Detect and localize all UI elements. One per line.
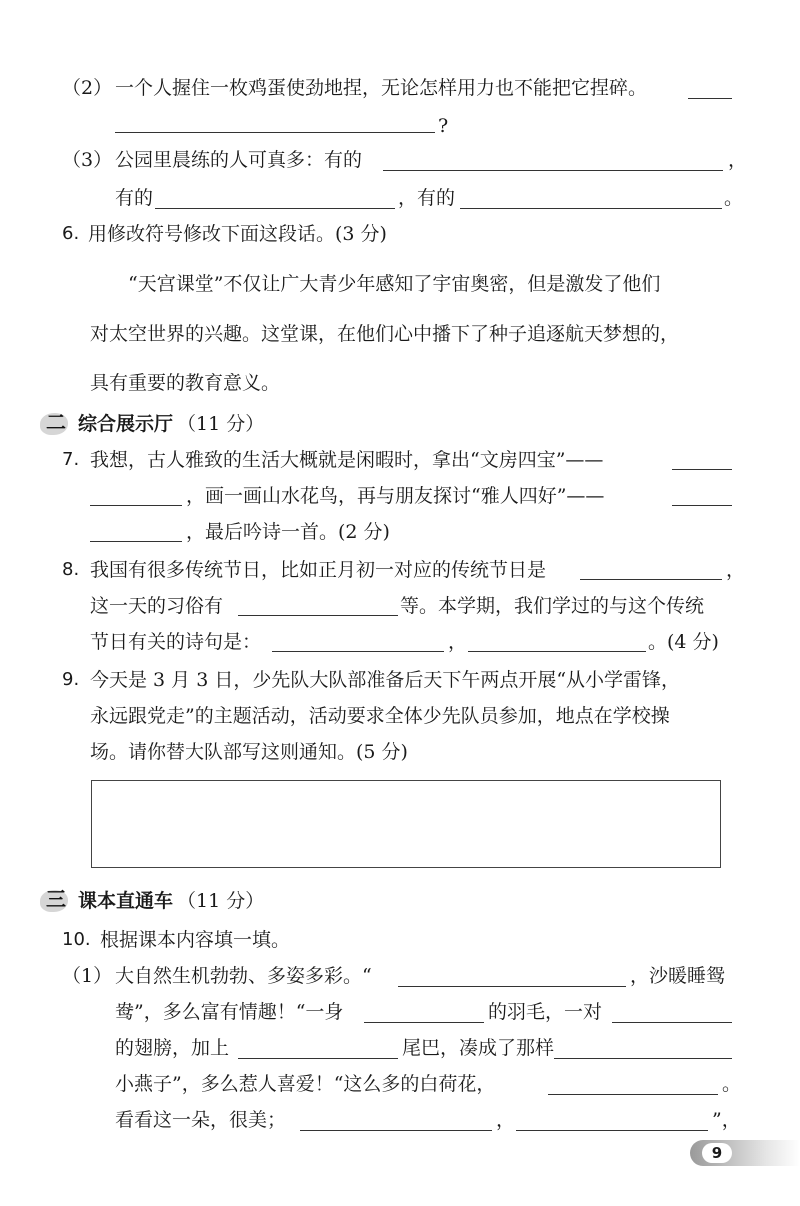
q5-item3-blank-3[interactable] bbox=[460, 208, 722, 209]
q5-item2-number: （2） bbox=[62, 77, 113, 99]
q5-item3-blank-1[interactable] bbox=[383, 170, 723, 171]
section-2-title: 综合展示厅 bbox=[78, 412, 174, 435]
q10-number: 10. bbox=[62, 929, 91, 950]
q10-item1-line-5a: 看看这一朵，很美； bbox=[115, 1109, 287, 1131]
q5-item2-blank-a[interactable] bbox=[688, 98, 732, 99]
q10-blank-8[interactable] bbox=[516, 1130, 708, 1131]
q10-blank-5[interactable] bbox=[554, 1058, 732, 1059]
q10-item1-line-3b: 尾巴，凑成了那样 bbox=[402, 1037, 555, 1059]
q5-item3-youde: 有的 bbox=[115, 187, 154, 209]
q10-item1-line-4b: 。 bbox=[722, 1073, 742, 1095]
section-2-header bbox=[40, 407, 264, 437]
q10-item1-line-2a: 鸯”，多么富有情趣！“一身 bbox=[115, 1001, 344, 1023]
q5-item3-blank-2[interactable] bbox=[155, 208, 395, 209]
q7-line-1: 我想，古人雅致的生活大概就是闲暇时，拿出“文房四宝”—— bbox=[90, 449, 604, 471]
q9-answer-box[interactable] bbox=[91, 780, 721, 868]
q10-blank-6[interactable] bbox=[548, 1094, 718, 1095]
q7-blank-2b[interactable] bbox=[90, 541, 182, 542]
q5-item2-question-mark: ? bbox=[438, 115, 449, 137]
q5-item3-text: 公园里晨练的人可真多：有的 bbox=[115, 149, 363, 171]
q6-prompt: 用修改符号修改下面这段话。(3 分) bbox=[88, 223, 387, 245]
q5-item3-youde-2: ，有的 bbox=[398, 187, 456, 209]
q7-line-3: ，最后吟诗一首。(2 分) bbox=[186, 521, 390, 543]
q6-passage-line-1: “天宫课堂”不仅让广大青少年感知了宇宙奥密，但是激发了他们 bbox=[128, 273, 661, 295]
q10-item1-line-5c: ”， bbox=[712, 1109, 741, 1131]
q5-item3-number: （3） bbox=[62, 149, 113, 171]
q10-blank-3[interactable] bbox=[612, 1022, 732, 1023]
q8-line-2b: 等。本学期，我们学过的与这个传统 bbox=[400, 595, 705, 617]
q10-item1-line-3a: 的翅膀，加上 bbox=[115, 1037, 230, 1059]
section-2-score: （11 分） bbox=[177, 412, 265, 435]
q7-blank-1b[interactable] bbox=[90, 505, 182, 506]
q6-passage-line-2: 对太空世界的兴趣。这堂课，在他们心中播下了种子追逐航天梦想的， bbox=[90, 323, 680, 345]
q8-line-3-end: 。(4 分) bbox=[648, 631, 719, 653]
q10-item1-line-1b: ，沙暖睡鸳 bbox=[630, 965, 726, 987]
q8-line-3-comma: ， bbox=[448, 631, 468, 653]
q8-line-2a: 这一天的习俗有 bbox=[90, 595, 224, 617]
q6-passage-line-3: 具有重要的教育意义。 bbox=[90, 372, 281, 394]
q10-blank-4[interactable] bbox=[238, 1058, 398, 1059]
q8-blank-custom[interactable] bbox=[238, 615, 398, 616]
q7-line-2: ，画一画山水花鸟，再与朋友探讨“雅人四好”—— bbox=[186, 485, 605, 507]
q10-item1-line-4a: 小燕子”，多么惹人喜爱！“这么多的白荷花， bbox=[115, 1073, 496, 1095]
q9-number: 9. bbox=[62, 669, 80, 690]
q8-line-1-comma: ， bbox=[726, 559, 746, 581]
q10-item1-line-1a: 大自然生机勃勃、多姿多彩。“ bbox=[115, 965, 372, 987]
q10-item1-line-5b: ， bbox=[496, 1109, 516, 1131]
q8-blank-poem-2[interactable] bbox=[468, 651, 646, 652]
q9-line-3: 场。请你替大队部写这则通知。(5 分) bbox=[90, 741, 408, 763]
section-3-score: （11 分） bbox=[177, 889, 265, 912]
q5-item2-blank-b[interactable] bbox=[115, 132, 435, 133]
q8-number: 8. bbox=[62, 559, 80, 580]
section-3-header bbox=[40, 884, 264, 914]
q7-blank-1a[interactable] bbox=[672, 469, 732, 470]
q10-blank-7[interactable] bbox=[300, 1130, 492, 1131]
q8-line-3a: 节日有关的诗句是： bbox=[90, 631, 262, 653]
q7-blank-2a[interactable] bbox=[672, 505, 732, 506]
q10-item1-line-2b: 的羽毛，一对 bbox=[488, 1001, 603, 1023]
q9-line-2: 永远跟党走”的主题活动，活动要求全体少先队员参加，地点在学校操 bbox=[90, 705, 670, 727]
q10-item1-number: （1） bbox=[62, 965, 113, 987]
q5-item3-comma: ， bbox=[728, 149, 748, 171]
q10-blank-2[interactable] bbox=[364, 1022, 484, 1023]
q7-number: 7. bbox=[62, 449, 80, 470]
q8-blank-festival[interactable] bbox=[580, 579, 722, 580]
q5-item3-period: 。 bbox=[724, 187, 744, 209]
q8-blank-poem-1[interactable] bbox=[272, 651, 444, 652]
q8-line-1: 我国有很多传统节日，比如正月初一对应的传统节日是 bbox=[90, 559, 547, 581]
section-2-badge-icon: 二 bbox=[40, 409, 70, 435]
page-number: 9 bbox=[702, 1143, 732, 1163]
q10-blank-1[interactable] bbox=[398, 986, 626, 987]
q9-line-1: 今天是 3 月 3 日，少先队大队部准备后天下午两点开展“从小学雷锋， bbox=[90, 669, 681, 691]
q6-number: 6. bbox=[62, 223, 80, 244]
section-3-title: 课本直通车 bbox=[78, 889, 174, 912]
q5-item2-text: 一个人握住一枚鸡蛋使劲地捏，无论怎样用力也不能把它捏碎。 bbox=[115, 77, 648, 99]
q10-prompt: 根据课本内容填一填。 bbox=[100, 929, 291, 951]
section-3-badge-icon: 三 bbox=[40, 886, 70, 912]
